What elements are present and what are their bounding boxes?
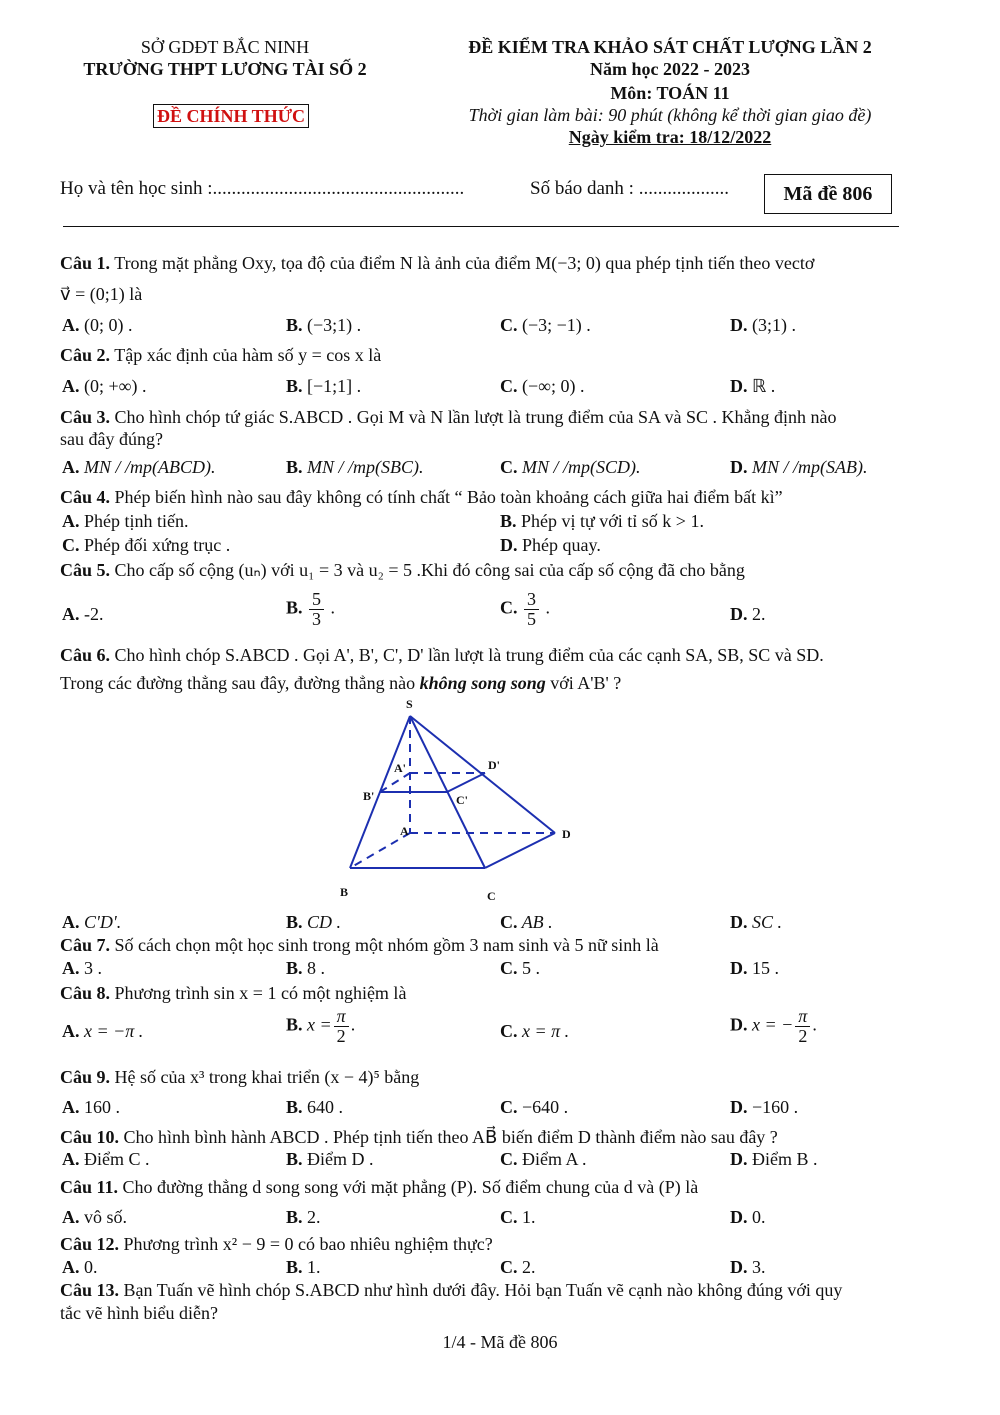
q6-option-a: A. C'D'. <box>62 912 122 932</box>
q3-text: Câu 3. Cho hình chóp tứ giác S.ABCD . Gọi M và N lần lượt là trung điểm của SA và SC . Khẳng định nào <box>60 407 837 427</box>
subject: Môn: TOÁN 11 <box>610 83 730 103</box>
q3-option-d: D. MN / /mp(SAB). <box>730 457 868 477</box>
q10-option-c: C. Điểm A . <box>500 1149 587 1169</box>
q3-option-a: A. MN / /mp(ABCD). <box>62 457 216 477</box>
q1-option-a: A. (0; 0) . <box>62 315 133 335</box>
q3-text2: sau đây đúng? <box>60 429 163 449</box>
q8-text: Câu 8. Phương trình sin x = 1 có một nghiệm là <box>60 983 407 1003</box>
q8-option-a: A. x = −π . <box>62 1021 144 1041</box>
q2-option-a: A. (0; +∞) . <box>62 376 147 396</box>
q5-option-c: C. $\frac{3}{5}$ . <box>500 589 550 629</box>
q6-option-d: D. SC . <box>730 912 783 932</box>
q7-option-b: B. 8 . <box>286 958 326 978</box>
q9-option-d: D. −160 . <box>730 1097 799 1117</box>
q2-option-b: B. [−1;1] . <box>286 376 362 396</box>
q7-option-d: D. 15 . <box>730 958 779 978</box>
q2-option-c: C. (−∞; 0) . <box>500 376 585 396</box>
q5-option-d: D. 2. <box>730 604 766 624</box>
school-year: Năm học 2022 - 2023 <box>590 59 750 79</box>
q8-option-d: D. x = − $\frac{\pi}{2}$ . <box>730 1006 817 1046</box>
q4-option-b: B. Phép vị tự với tỉ số k > 1. <box>500 511 704 531</box>
q5-option-b: B. $\frac{5}{3}$ . <box>286 589 336 629</box>
q1-option-c: C. (−3; −1) . <box>500 315 591 335</box>
student-id-field: Số báo danh : ................... <box>530 178 729 199</box>
q4-text: Câu 4. Phép biến hình nào sau đây không có tính chất “ Bảo toàn khoảng cách giữa hai điểm bất kì” <box>60 487 783 507</box>
q6-option-b: B. CD . <box>286 912 342 932</box>
q11-option-c: C. 1. <box>500 1207 536 1227</box>
q12-option-a: A. 0. <box>62 1257 98 1277</box>
q6-text: Câu 6. Cho hình chóp S.ABCD . Gọi A', B', C', D' lần lượt là trung điểm của các cạnh SA, SB, SC và SD. <box>60 645 824 665</box>
q6-option-c: C. AB . <box>500 912 553 932</box>
fig-label-c: C <box>487 889 496 903</box>
header-divider <box>63 226 899 227</box>
exam-duration: Thời gian làm bài: 90 phút (không kể thời gian giao đề) <box>468 105 872 125</box>
q8-option-b: B. x = $\frac{\pi}{2}$ . <box>286 1006 356 1046</box>
q12-text: Câu 12. Phương trình x² − 9 = 0 có bao nhiêu nghiệm thực? <box>60 1234 493 1254</box>
q2-option-d: D. ℝ . <box>730 376 776 396</box>
exam-title: ĐỀ KIỂM TRA KHẢO SÁT CHẤT LƯỢNG LẦN 2 <box>468 37 872 57</box>
q11-text: Câu 11. Cho đường thẳng d song song với mặt phẳng (P). Số điểm chung của d và (P) là <box>60 1177 699 1197</box>
fig-label-b: B <box>340 885 349 899</box>
q7-text: Câu 7. Số cách chọn một học sinh trong một nhóm gồm 3 nam sinh và 5 nữ sinh là <box>60 935 659 955</box>
fig-label-a: A <box>400 824 409 838</box>
school-name: TRƯỜNG THPT LƯƠNG TÀI SỐ 2 <box>83 59 367 79</box>
q10-option-b: B. Điểm D . <box>286 1149 374 1169</box>
q13-text: Câu 13. Bạn Tuấn vẽ hình chóp S.ABCD như hình dưới đây. Hỏi bạn Tuấn vẽ cạnh nào không đúng với quy <box>60 1280 843 1300</box>
fig-label-d1: D' <box>488 758 500 772</box>
official-badge: ĐỀ CHÍNH THỨC <box>153 104 309 128</box>
q9-option-b: B. 640 . <box>286 1097 344 1117</box>
fig-label-b1: B' <box>363 789 375 803</box>
q10-option-a: A. Điểm C . <box>62 1149 150 1169</box>
page-footer: 1/4 - Mã đề 806 <box>442 1332 558 1352</box>
student-name-field: Họ và tên học sinh :..................................................... <box>60 178 465 199</box>
q11-option-a: A. vô số. <box>62 1207 128 1227</box>
q8-option-c: C. x = π . <box>500 1021 570 1041</box>
fig-label-a1: A' <box>394 761 406 775</box>
q3-option-c: C. MN / /mp(SCD). <box>500 457 641 477</box>
q12-option-b: B. 1. <box>286 1257 321 1277</box>
q2-text: Câu 2. Tập xác định của hàm số y = cos x là <box>60 345 382 365</box>
q10-text: Câu 10. Cho hình bình hành ABCD . Phép tịnh tiến theo AB⃗ biến điểm D thành điểm nào sau đây ? <box>60 1127 778 1147</box>
exam-date: Ngày kiểm tra: 18/12/2022 <box>568 127 772 147</box>
q7-option-a: A. 3 . <box>62 958 102 978</box>
fig-label-s: S <box>406 697 413 711</box>
dept-name: SỞ GDĐT BẮC NINH <box>140 37 310 57</box>
q5-option-a: A. -2. <box>62 604 104 624</box>
q9-option-c: C. −640 . <box>500 1097 569 1117</box>
fig-label-d: D <box>562 827 571 841</box>
q12-option-c: C. 2. <box>500 1257 536 1277</box>
q9-text: Câu 9. Hệ số của x³ trong khai triển (x − 4)⁵ bằng <box>60 1067 420 1087</box>
q9-option-a: A. 160 . <box>62 1097 120 1117</box>
pyramid-figure <box>330 696 590 906</box>
q1-text: Câu 1. Trong mặt phẳng Oxy, tọa độ của điểm N là ảnh của điểm M(−3; 0) qua phép tịnh tiến theo vectơ <box>60 253 815 273</box>
q5-text: Câu 5. Cho cấp số cộng (uₙ) với u₁ = 3 và u₂ = 5 .Khi đó công sai của cấp số cộng đã cho bằng <box>60 560 745 580</box>
q11-option-d: D. 0. <box>730 1207 766 1227</box>
fig-label-c1: C' <box>456 793 468 807</box>
q10-option-d: D. Điểm B . <box>730 1149 818 1169</box>
q4-option-a: A. Phép tịnh tiến. <box>62 511 189 531</box>
q12-option-d: D. 3. <box>730 1257 766 1277</box>
q11-option-b: B. 2. <box>286 1207 321 1227</box>
q1-option-d: D. (3;1) . <box>730 315 796 335</box>
q4-option-d: D. Phép quay. <box>500 535 601 555</box>
q6-text2: Trong các đường thẳng sau đây, đường thẳng nào không song song với A'B' ? <box>60 673 622 693</box>
q13-text2: tắc vẽ hình biểu diễn? <box>60 1303 218 1323</box>
exam-code-box: Mã đề 806 <box>764 174 892 214</box>
q3-option-b: B. MN / /mp(SBC). <box>286 457 424 477</box>
q4-option-c: C. Phép đối xứng trục . <box>62 535 231 555</box>
q1-text2: v⃗ = (0;1) là <box>60 284 143 304</box>
q1-option-b: B. (−3;1) . <box>286 315 362 335</box>
q7-option-c: C. 5 . <box>500 958 540 978</box>
